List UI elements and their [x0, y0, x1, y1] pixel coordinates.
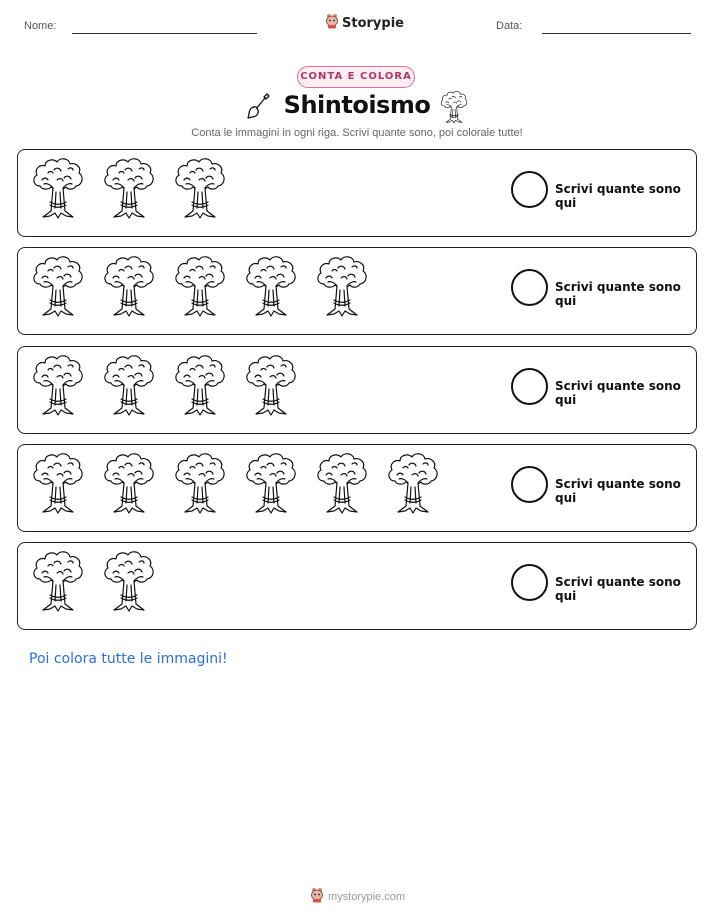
instructions: Conta le immagini in ogni riga. Scrivi quante sono, poi colorale tutte! [191, 127, 523, 139]
sacred-tree-icon[interactable] [30, 549, 86, 613]
sacred-tree-icon[interactable] [243, 451, 299, 515]
answer-label: Scrivi quante sono qui [555, 575, 681, 603]
date-field[interactable] [542, 33, 691, 34]
sacred-tree-icon[interactable] [30, 451, 86, 515]
footer [310, 887, 405, 906]
tree-group [30, 156, 228, 220]
answer-label: Scrivi quante sono qui [555, 379, 681, 407]
counting-row [17, 247, 697, 335]
page-title: Shintoismo [283, 91, 431, 119]
name-field[interactable] [72, 33, 257, 34]
tree-group [30, 353, 299, 417]
answer-circle[interactable] [511, 269, 548, 306]
tree-group [30, 254, 370, 318]
date-label: Data: [496, 20, 523, 32]
footer-site: mystorypie.com [328, 890, 406, 903]
counting-row [17, 346, 697, 434]
sacred-tree-icon[interactable] [314, 254, 370, 318]
answer-circle[interactable] [511, 368, 548, 405]
sacred-tree-icon[interactable] [172, 451, 228, 515]
answer-label: Scrivi quante sono qui [555, 182, 681, 210]
brand-name: Storypie [342, 15, 404, 31]
sacred-tree-icon[interactable] [101, 451, 157, 515]
answer-label: Scrivi quante sono qui [555, 477, 681, 505]
storypie-mascot-icon [310, 887, 324, 906]
sacred-tree-icon[interactable] [30, 254, 86, 318]
sacred-tree-icon[interactable] [172, 353, 228, 417]
sacred-tree-icon[interactable] [30, 353, 86, 417]
sacred-tree-icon[interactable] [30, 156, 86, 220]
sacred-tree-icon[interactable] [101, 549, 157, 613]
answer-circle[interactable] [511, 171, 548, 208]
counting-row [17, 542, 697, 630]
sacred-tree-icon[interactable] [314, 451, 370, 515]
tree-group [30, 549, 157, 613]
sacred-tree-icon[interactable] [101, 254, 157, 318]
tree-group [30, 451, 441, 515]
sacred-tree-icon[interactable] [385, 451, 441, 515]
sacred-tree-icon[interactable] [101, 353, 157, 417]
sacred-tree-icon[interactable] [243, 353, 299, 417]
sacred-tree-icon [439, 90, 469, 128]
name-label: Nome: [24, 20, 57, 32]
footer-note: Poi colora tutte le immagini! [29, 651, 228, 667]
sacred-tree-icon[interactable] [172, 156, 228, 220]
storypie-mascot-icon [325, 13, 339, 33]
sacred-tree-icon[interactable] [172, 254, 228, 318]
answer-circle[interactable] [511, 564, 548, 601]
activity-badge: CONTA E COLORA [297, 66, 415, 88]
answer-circle[interactable] [511, 466, 548, 503]
brand-logo [325, 13, 404, 33]
counting-row [17, 444, 697, 532]
sacred-tree-icon[interactable] [101, 156, 157, 220]
sacred-tree-icon[interactable] [243, 254, 299, 318]
answer-label: Scrivi quante sono qui [555, 280, 681, 308]
counting-row [17, 149, 697, 237]
